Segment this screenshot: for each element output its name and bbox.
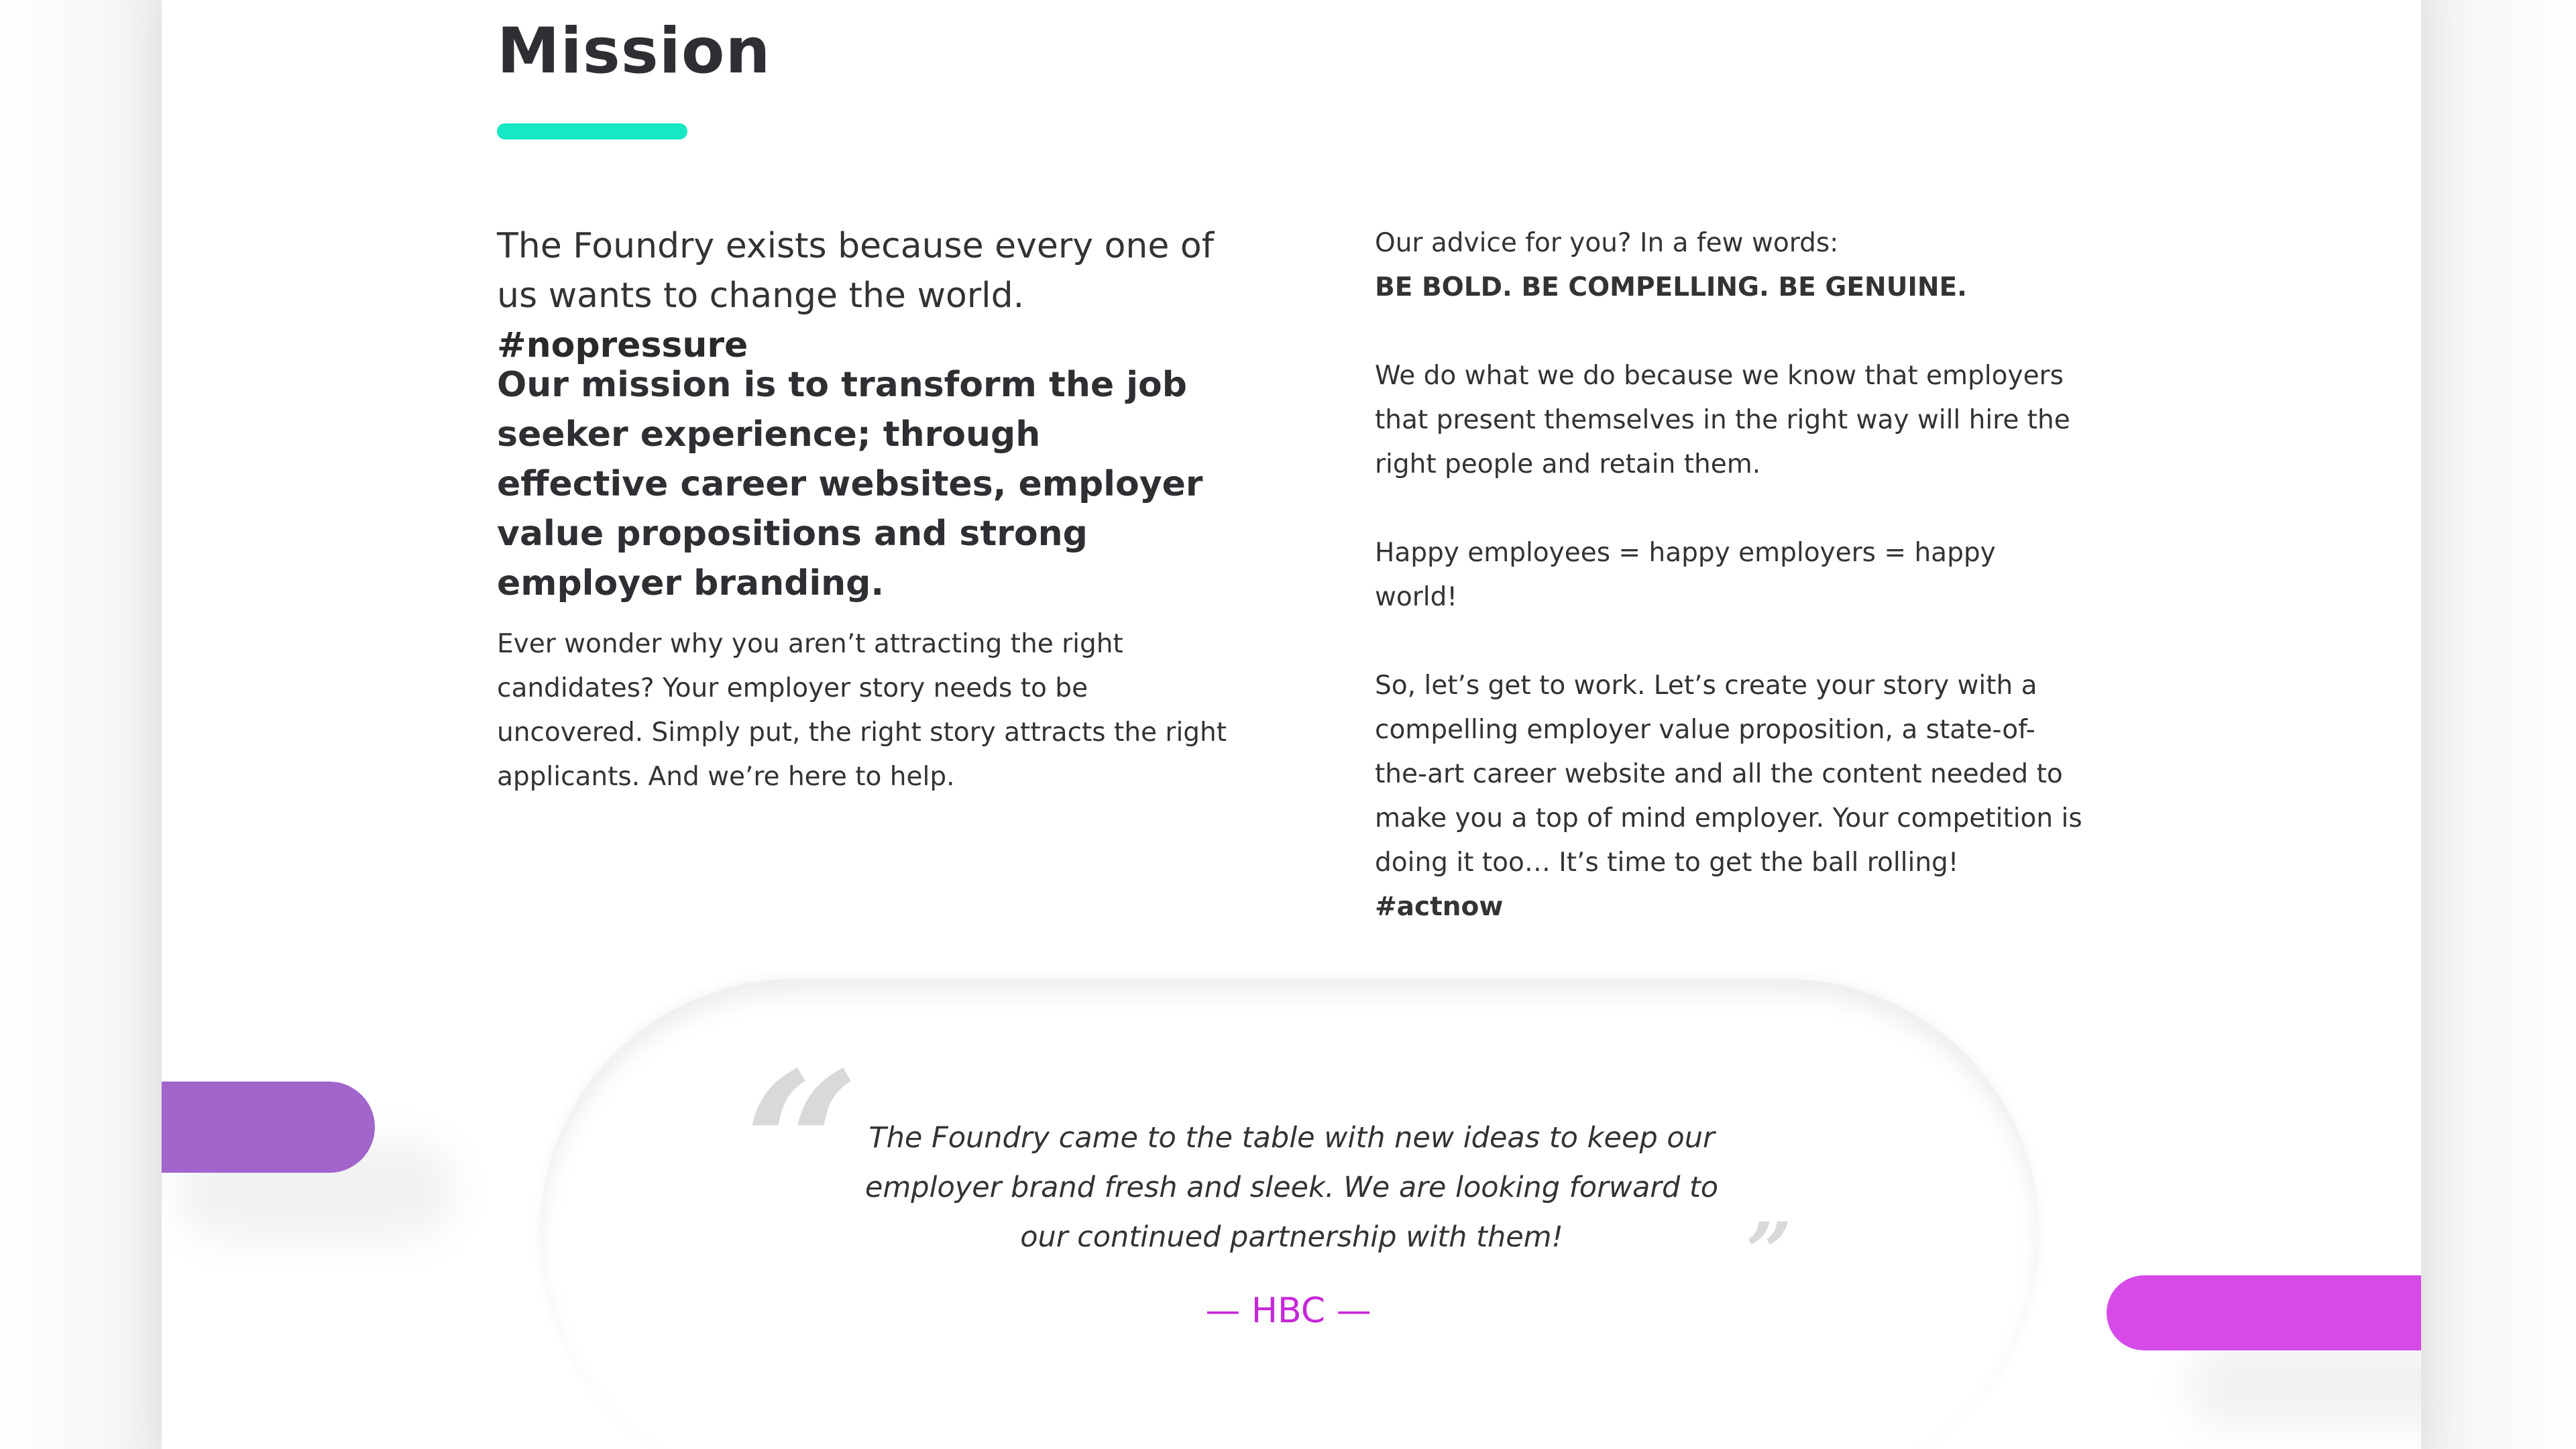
right-decorative-pill <box>2107 1275 2421 1350</box>
actnow-hashtag: #actnow <box>1375 892 1504 922</box>
get-to-work-paragraph <box>1375 664 2086 929</box>
page-side-shade-left <box>0 0 162 1449</box>
intro-hashtag: #nopressure <box>497 325 748 365</box>
open-quote-icon: “ <box>744 1028 860 1265</box>
mission-page <box>162 0 2421 1449</box>
title-underline-accent <box>497 123 687 139</box>
get-to-work-text: So, let’s get to work. Let’s create your story with a compelling employer value proposition, a state-of-the-art career website and all the content needed to make you a top of mind employer. Your competition is doing it too… It’s time to get the ball rolling! <box>1375 671 2082 878</box>
testimonial-author: — HBC — <box>1205 1291 1371 1331</box>
advice-column <box>1375 221 2086 974</box>
intro-sentence: The Foundry exists because every one of us wants to change the world. <box>497 226 1214 316</box>
advice-bold-tagline: BE BOLD. BE COMPELLING. BE GENUINE. <box>1375 272 1967 302</box>
intro-text <box>497 221 1248 370</box>
close-quote-icon: ” <box>1746 1205 1793 1299</box>
advice-intro: Our advice for you? In a few words: <box>1375 228 1839 258</box>
section-title: Mission <box>497 15 771 88</box>
mission-statement: Our mission is to transform the job seeker experience; through effective career websites, employer value propositions and strong employer branding. <box>497 365 1203 603</box>
advice-block <box>1375 221 2086 310</box>
left-decorative-pill <box>162 1082 375 1173</box>
page-side-shade-right <box>2421 0 2576 1449</box>
right-pill-shadow <box>2187 1341 2421 1428</box>
happy-world-line: Happy employees = happy employers = happy world! <box>1375 538 1996 612</box>
testimonial-quote: The Foundry came to the table with new ideas to keep our employer brand fresh and sleek. We are looking forward to our continued partnership with them! <box>864 1121 1719 1254</box>
employers-paragraph: We do what we do because we know that employers that present themselves in the right way will hire the right people and retain them. <box>1375 361 2070 479</box>
candidates-paragraph: Ever wonder why you aren’t attracting the right candidates? Your employer story needs to be uncovered. Simply put, the right story attracts the right applicants. And we’re here to help. <box>497 629 1227 792</box>
